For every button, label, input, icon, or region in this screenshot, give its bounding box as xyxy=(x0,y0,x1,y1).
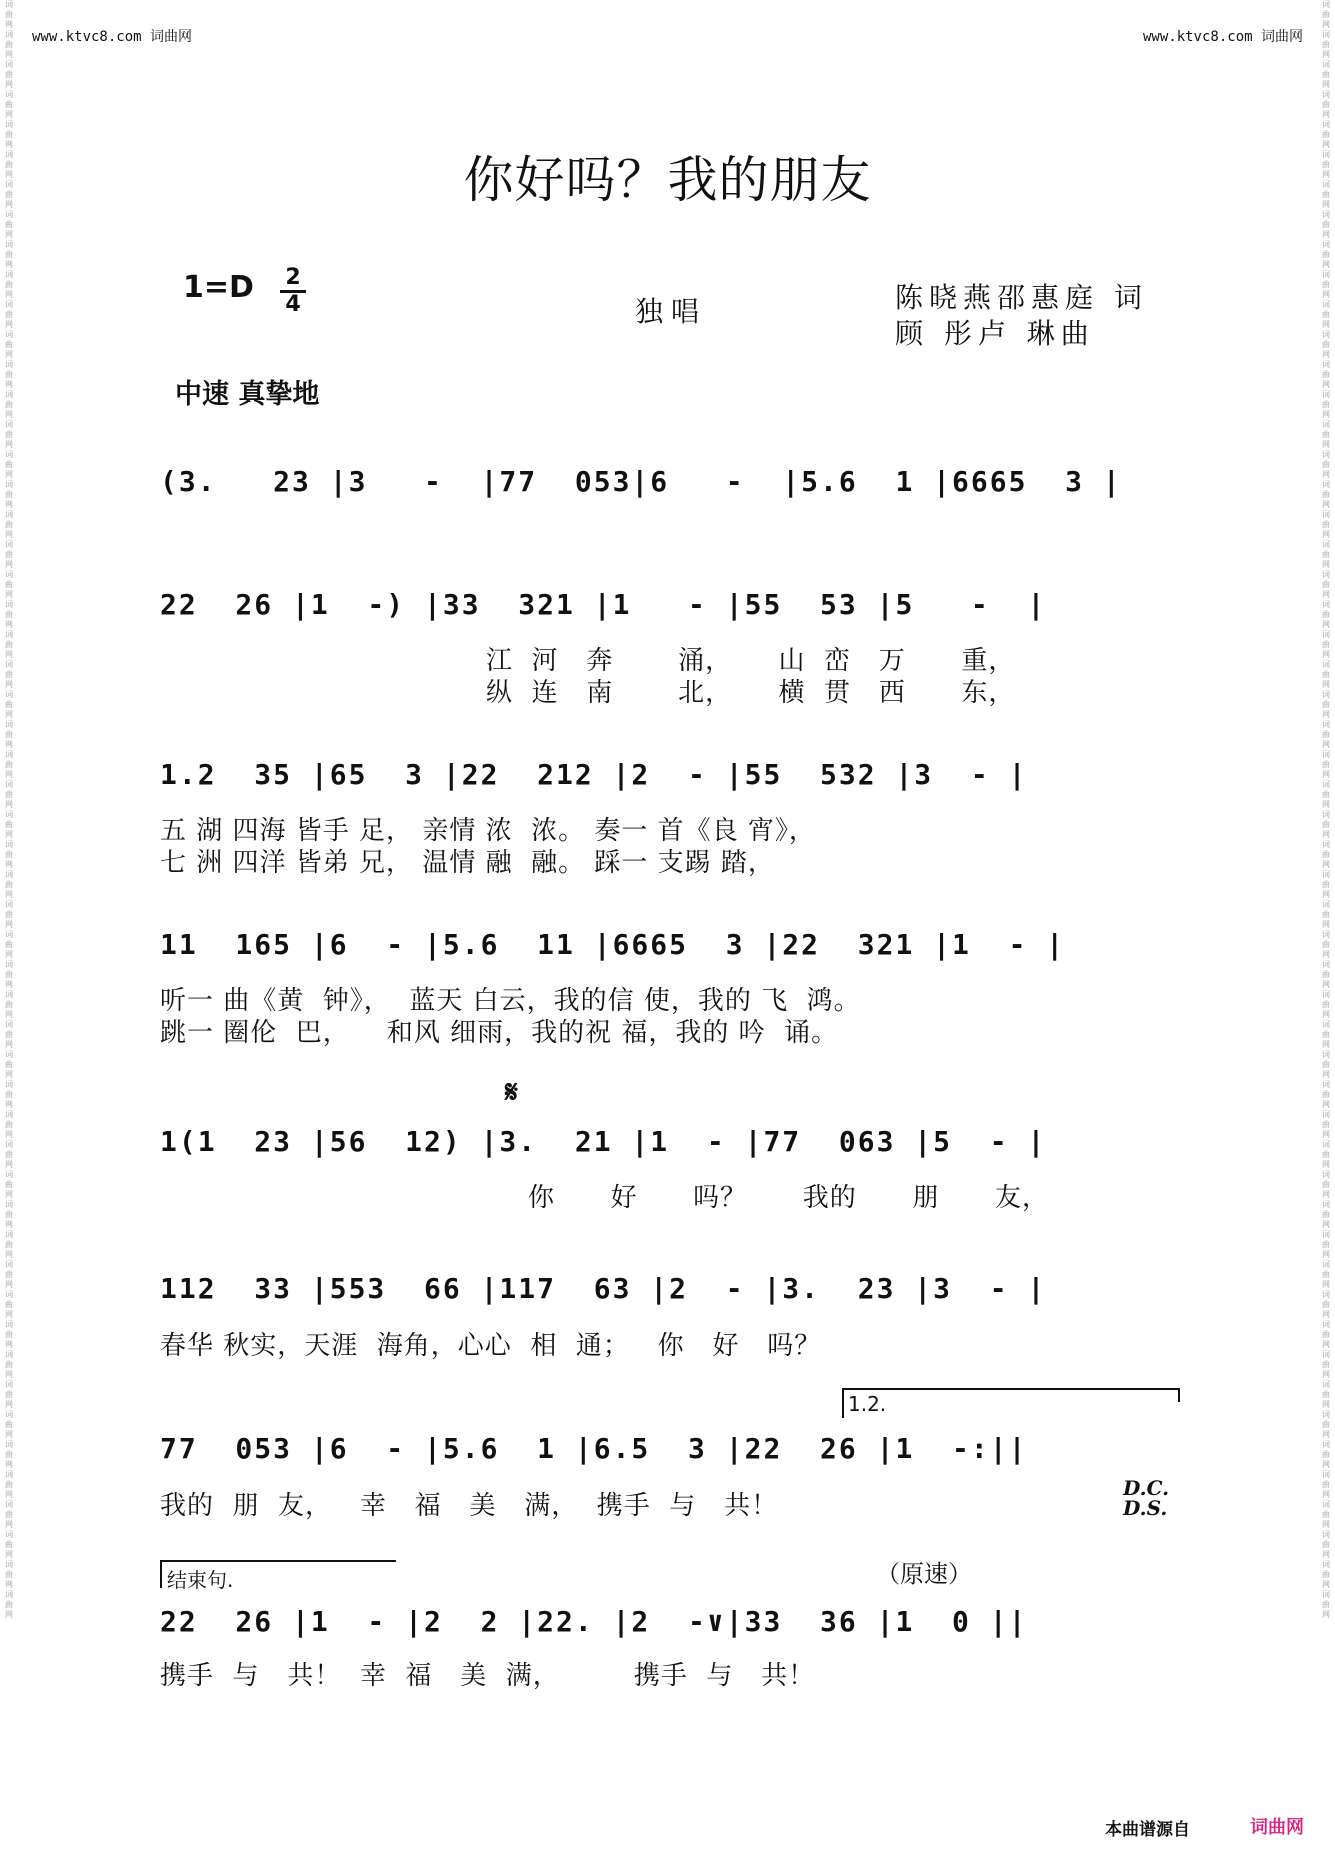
volta-label: 1.2. xyxy=(848,1392,887,1416)
lyrics-row-3-verse-2: 七 洲 四洋 皆弟 兄， 温情 融 融。 踩一 支踢 踏， xyxy=(160,848,775,878)
notation-row-1: (3. 23 |3 - |77 053|6 - |5.6 1 |6665 3 | xyxy=(160,465,1122,498)
tempo-marking: 中速 真挚地 xyxy=(175,379,320,410)
lyrics-row-4-verse-1: 听一 曲《黄 钟》， 蓝天 白云，我的信 使，我的 飞 鸿。 xyxy=(160,986,861,1016)
lyrics-row-5: 你 好 吗？ 我的 朋 友， xyxy=(528,1183,1049,1213)
notation-row-7: 77 053 |6 - |5.6 1 |6.5 3 |22 26 |1 -:|| xyxy=(160,1432,1028,1465)
segno-sign: 𝄋 xyxy=(505,1075,518,1110)
side-watermark-right: 词曲网词曲网词曲网词曲网词曲网词曲网词曲网词曲网词曲网词曲网词曲网词曲网词曲网词曲网词曲网词曲网词曲网词曲网词曲网词曲网词曲网词曲网词曲网词曲网词曲网词曲网词曲网词曲网词曲网词曲网词曲网词曲网词曲网词曲网词曲网词曲网词曲网词曲网词曲网词曲网词曲网词曲网词曲网词曲网词曲网词曲网词曲网词曲网词曲网词曲网词曲网词曲网词曲网词曲网 xyxy=(1322,0,1330,1619)
site-url-right: www.ktvc8.com 词曲网 xyxy=(1142,29,1303,45)
ending-bracket xyxy=(160,1560,396,1562)
ending-label: 结束句. xyxy=(167,1568,234,1592)
ending-bracket-left xyxy=(160,1560,162,1588)
key-signature: 1=D xyxy=(183,270,254,305)
notation-row-6: 112 33 |553 66 |117 63 |2 - |3. 23 |3 - | xyxy=(160,1272,1047,1305)
lyrics-row-3-verse-1: 五 湖 四海 皆手 足， 亲情 浓 浓。 奏一 首《良 宵》， xyxy=(160,816,816,846)
dal-segno: D.S. xyxy=(1123,1496,1168,1520)
performance-form: 独唱 xyxy=(635,295,708,328)
volta-bracket xyxy=(842,1388,1180,1390)
footer-logo[interactable]: 词曲网 xyxy=(1250,1817,1304,1838)
composer-credit: 顾 彤卢 琳曲 xyxy=(895,317,1095,350)
lyrics-row-2-verse-2: 纵 连 南 北， 横 贯 西 东， xyxy=(486,678,1016,708)
side-watermark-left: 词曲网词曲网词曲网词曲网词曲网词曲网词曲网词曲网词曲网词曲网词曲网词曲网词曲网词曲网词曲网词曲网词曲网词曲网词曲网词曲网词曲网词曲网词曲网词曲网词曲网词曲网词曲网词曲网词曲网词曲网词曲网词曲网词曲网词曲网词曲网词曲网词曲网词曲网词曲网词曲网词曲网词曲网词曲网词曲网词曲网词曲网词曲网词曲网词曲网词曲网词曲网词曲网词曲网词曲网 xyxy=(5,0,13,1619)
footer-source-label: 本曲谱源自 xyxy=(1105,1820,1190,1840)
notation-row-3: 1.2 35 |65 3 |22 212 |2 - |55 532 |3 - | xyxy=(160,758,1028,791)
site-url-left: www.ktvc8.com 词曲网 xyxy=(32,29,193,45)
volta-bracket-right xyxy=(1178,1388,1180,1402)
volta-bracket-left xyxy=(842,1388,844,1418)
song-title: 你好吗？我的朋友 xyxy=(463,151,872,209)
lyrics-row-6: 春华 秋实，天涯 海角，心心 相 通； 你 好 吗？ xyxy=(160,1331,822,1361)
lyricist-credit: 陈晓燕邵惠庭 词 xyxy=(895,281,1148,314)
notation-row-4: 11 165 |6 - |5.6 11 |6665 3 |22 321 |1 - | xyxy=(160,928,1066,961)
notation-row-8: 22 26 |1 - |2 2 |22. |2 -∨|33 36 |1 0 || xyxy=(160,1605,1028,1638)
lyrics-row-4-verse-2: 跳一 圈伦 巴， 和风 细雨，我的祝 福，我的 吟 诵。 xyxy=(160,1018,839,1048)
lyrics-row-7: 我的 朋 友， 幸 福 美 满， 携手 与 共！ xyxy=(160,1491,779,1521)
lyrics-row-2-verse-1: 江 河 奔 涌， 山 峦 万 重， xyxy=(486,646,1016,676)
lyrics-row-8: 携手 与 共！ 幸 福 美 满， 携手 与 共！ xyxy=(160,1661,816,1691)
notation-row-2: 22 26 |1 -) |33 321 |1 - |55 53 |5 - | xyxy=(160,588,1047,621)
time-signature xyxy=(280,266,306,317)
da-capo: D.C. xyxy=(1123,1476,1170,1500)
dc-ds-marks xyxy=(1123,1478,1169,1518)
original-tempo: （原速） xyxy=(876,1560,972,1588)
time-top: 2 xyxy=(280,266,306,293)
time-bottom: 4 xyxy=(285,292,301,317)
notation-row-5: 1(1 23 |56 12) |3. 21 |1 - |77 063 |5 - | xyxy=(160,1125,1047,1158)
